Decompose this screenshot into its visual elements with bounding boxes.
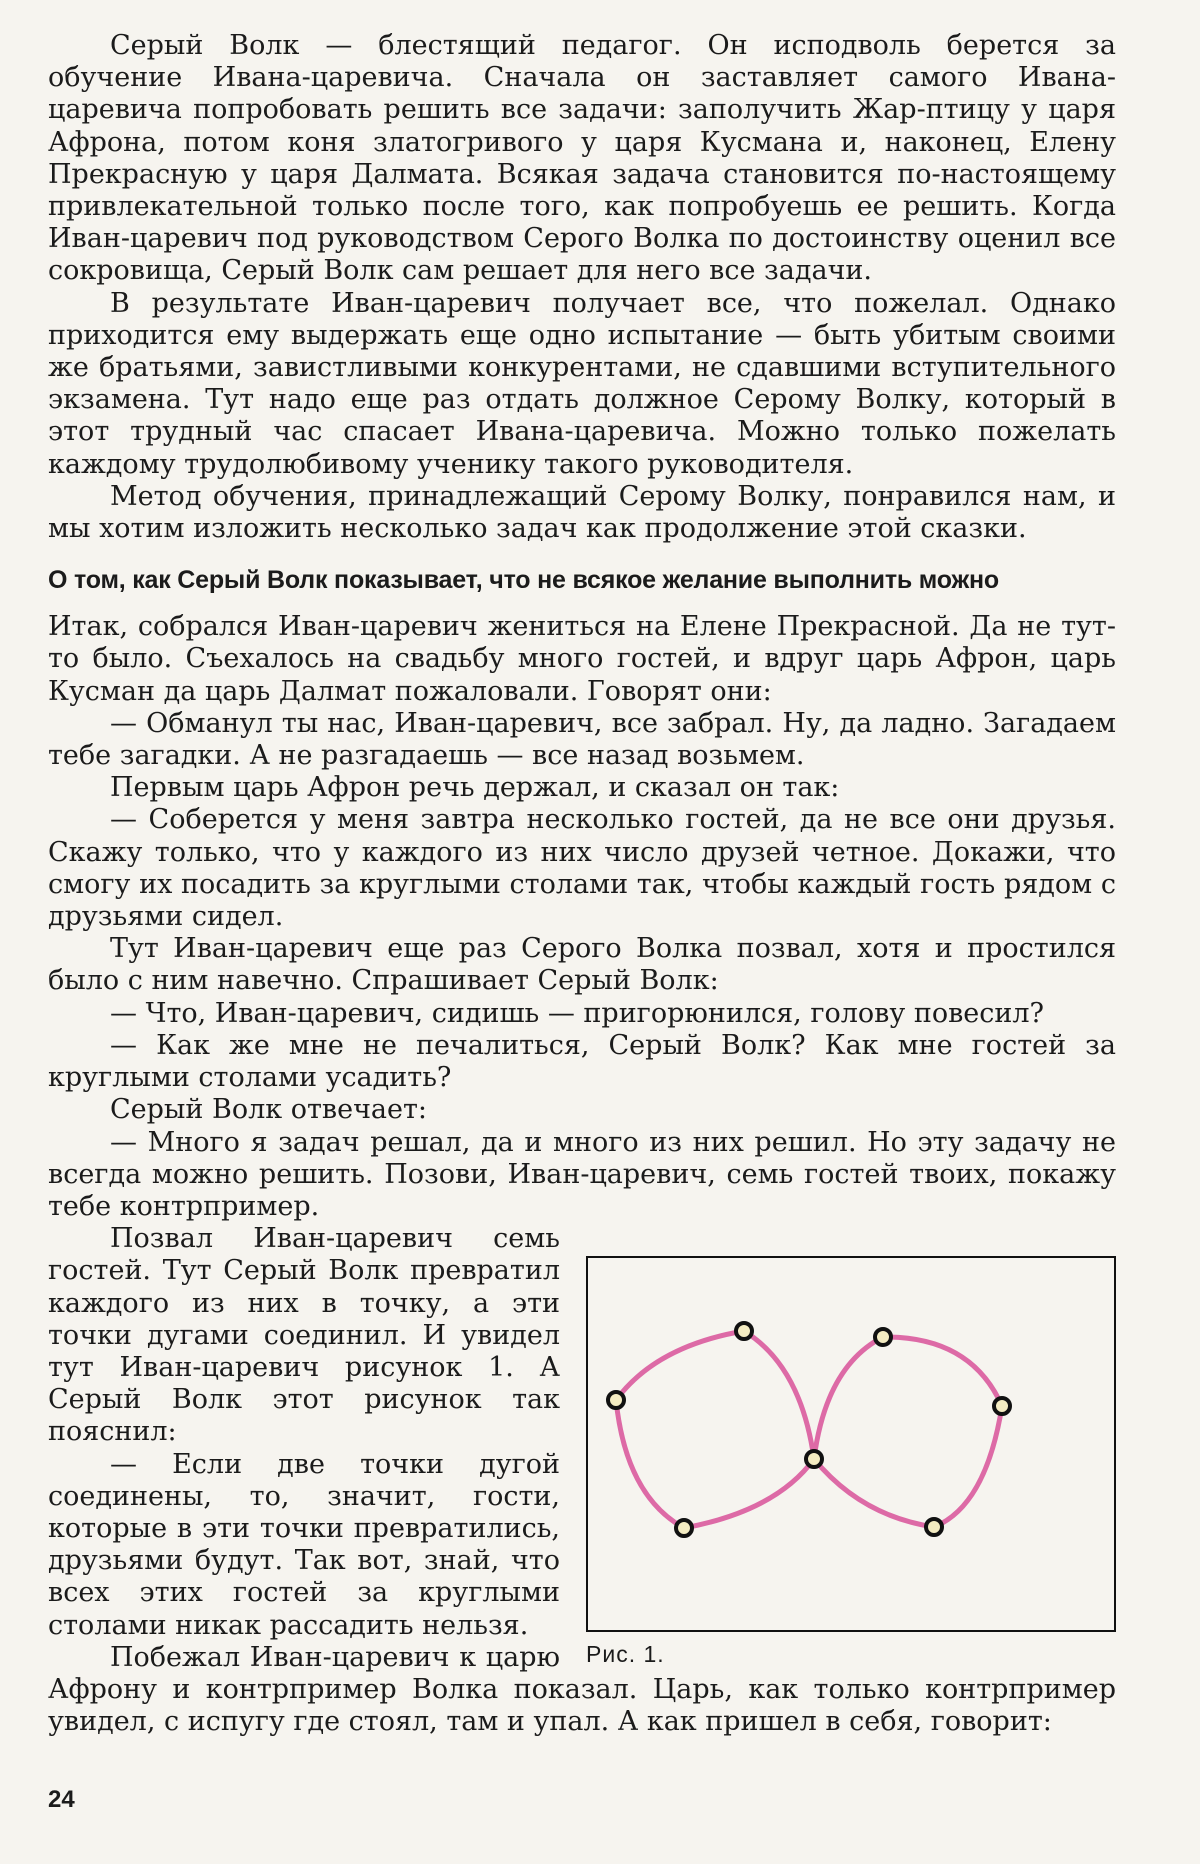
graph-node — [608, 1392, 624, 1408]
graph-node — [994, 1398, 1010, 1414]
graph-node — [736, 1323, 752, 1339]
paragraph: Итак, собрался Иван-царевич жениться на Елене Прекрасной. Да не тут-то было. Съехалось на свадьбу много гостей, и вдруг царь Афрон, царь Кусман да царь Далмат пожаловали. Говорят они: — [48, 611, 1116, 707]
graph-node — [676, 1520, 692, 1536]
graph-edge — [616, 1400, 684, 1528]
paragraph: Серый Волк отвечает: — [110, 1094, 428, 1126]
graph-edge — [934, 1406, 1002, 1527]
graph-edge — [744, 1331, 814, 1459]
paragraph: — Соберется у меня завтра несколько гостей, да не все они друзья. Скажу только, что у каждого из них число друзей четное. Докажи, что смогу их посадить за круглыми столами так, чтобы каждый гость рядом с друзьями сидел. — [48, 804, 1116, 933]
paragraph: — Обманул ты нас, Иван-царевич, все забрал. Ну, да ладно. Загадаем тебе загадки. А не разгадаешь — все назад возьмем. — [48, 707, 1116, 772]
figure-caption: Рис. 1. — [586, 1641, 665, 1668]
page-number: 24 — [48, 1786, 75, 1813]
paragraph: Метод обучения, принадлежащий Серому Волку, понравился нам, и мы хотим изложить несколько задач как продолжение этой сказки. — [48, 480, 1116, 545]
graph-edge — [616, 1331, 744, 1400]
paragraph: В результате Иван-царевич получает все, что пожелал. Однако приходится ему выдержать еще одно испытание — быть убитым своими же братьями, завистливыми конкурентами, не сдавшими вступительного экзамена. Тут надо еще раз отдать должное Серому Волку, который в этот трудный час спасает Ивана-царевича. Можно только пожелать каждому трудолюбивому ученику такого руководителя. — [48, 287, 1116, 480]
paragraph: — Много я задач решал, да и много из них решил. Но эту задачу не всегда можно решить. Позови, Иван-царевич, семь гостей твоих, покажу тебе контрпример. — [48, 1126, 1116, 1222]
paragraph: Первым царь Афрон речь держал, и сказал он так: — [110, 772, 840, 804]
paragraph: — Что, Иван-царевич, сидишь — пригорюнился, голову повесил? — [110, 997, 1044, 1029]
paragraph: — Как же мне не печалиться, Серый Волк? Как мне гостей за круглыми столами усадить? — [48, 1029, 1116, 1094]
graph-edge — [814, 1459, 934, 1527]
graph-edge — [814, 1337, 883, 1459]
edges-layer — [616, 1331, 1002, 1528]
section-heading: О том, как Серый Волк показывает, что не всякое желание выполнить можно — [48, 566, 999, 595]
page-body — [48, 30, 1116, 1738]
graph-edge — [684, 1459, 814, 1528]
paragraph: Тут Иван-царевич еще раз Серого Волка позвал, хотя и простился было с ним навечно. Спрашивает Серый Волк: — [48, 933, 1116, 997]
paragraph: Позвал Иван-царевич семь гостей. Тут Серый Волк превратил каждого из них в точку, а эти точки дугами соединил. И увидел тут Иван-царевич рисунок 1. А Серый Волк этот рисунок так пояснил: — [48, 1223, 560, 1448]
graph-node — [806, 1451, 822, 1467]
paragraph: Серый Волк — блестящий педагог. Он исподволь берется за обучение Ивана-царевича. Сначала он заставляет самого Ивана-царевича попробовать решить все задачи: заполучить Жар-птицу у царя Афрона, потом коня златогривого у царя Кусмана и, наконец, Елену Прекрасную у царя Далмата. Всякая задача становится по-настоящему привлекательной только после того, как попробуешь ее решить. Когда Иван-царевич под руководством Серого Волка по достоинству оценил все сокровища, Серый Волк сам решает для него все задачи. — [48, 30, 1116, 287]
story-section — [48, 611, 1116, 1223]
paragraph: Побежал Иван-царевич к царю Афрону и контрпример Волка показал. Царь, как только контрпример увидел, с испугу где стоял, там и упал. А как пришел в себя, говорит: — [48, 1641, 1116, 1738]
graph-node — [926, 1519, 942, 1535]
figure-1 — [586, 1256, 1116, 1668]
graph-edge — [883, 1337, 1002, 1406]
figure-border — [587, 1257, 1115, 1631]
graph-node — [875, 1329, 891, 1345]
intro-section — [48, 30, 1116, 545]
figure-wrap-section — [48, 1223, 1116, 1738]
paragraph: — Если две точки дугой соединены, то, значит, гости, которые в эти точки превратились, друзьями будут. Так вот, знай, что всех этих гостей за круглыми столами никак рассадить нельзя. — [48, 1448, 560, 1641]
graph-diagram — [586, 1256, 1116, 1632]
